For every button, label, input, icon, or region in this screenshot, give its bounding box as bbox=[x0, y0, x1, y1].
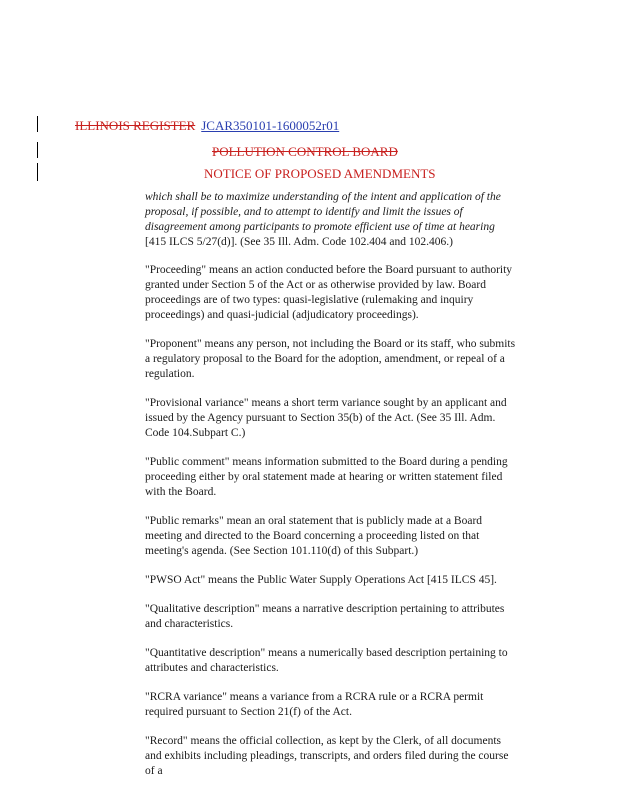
definition-rcra-variance: "RCRA variance" means a variance from a RCRA rule or a RCRA permit required pursuant to Section 21(f) of the Act. bbox=[145, 691, 484, 718]
board-header: POLLUTION CONTROL BOARD bbox=[212, 144, 398, 159]
change-bar bbox=[37, 163, 38, 181]
intro-italic-text: which shall be to maximize understanding of the intent and application of the proposal, if possible, and to attempt to identify and limit the issues of disagreement among participants to promote efficient use of time at hearing bbox=[145, 191, 501, 233]
change-bar bbox=[37, 116, 38, 132]
definition-qualitative: "Qualitative description" means a narrative description pertaining to attributes and characteristics. bbox=[145, 603, 505, 630]
register-header bbox=[75, 118, 339, 134]
intro-paragraph bbox=[145, 190, 517, 250]
definition-pwso-act: "PWSO Act" means the Public Water Supply Operations Act [415 ILCS 45]. bbox=[145, 574, 497, 586]
notice-title: NOTICE OF PROPOSED AMENDMENTS bbox=[204, 166, 436, 181]
change-bar bbox=[37, 142, 38, 158]
document-body bbox=[145, 190, 517, 793]
definition-record: "Record" means the official collection, as kept by the Clerk, of all documents and exhibits including pleadings, transcripts, and orders filed during the course of a bbox=[145, 735, 509, 777]
intro-citation-text: [415 ILCS 5/27(d)]. (See 35 Ill. Adm. Code 102.404 and 102.406.) bbox=[145, 236, 453, 248]
definition-public-remarks: "Public remarks" mean an oral statement that is publicly made at a Board meeting and directed to the Board concerning a proceeding listed on that meeting's agenda. (See Section 101.110(d) of this Subpart.) bbox=[145, 515, 483, 557]
definition-proceeding: "Proceeding" means an action conducted before the Board pursuant to authority granted under Section 5 of the Act or as otherwise provided by law. Board proceedings are of two types: quasi-legislative (rulemaking and inquiry proceedings) and quasi-judicial (adjudicatory proceedings). bbox=[145, 264, 513, 321]
register-struck-text: ILLINOIS REGISTER bbox=[75, 118, 196, 133]
definition-public-comment: "Public comment" means information submitted to the Board during a pending proceeding either by oral statement made at hearing or written statement filed with the Board. bbox=[145, 456, 508, 498]
register-inserted-text: JCAR350101-1600052r01 bbox=[201, 118, 340, 133]
definition-provisional-variance: "Provisional variance" means a short term variance sought by an applicant and issued by the Agency pursuant to Section 35(b) of the Act. (See 35 Ill. Adm. Code 104.Subpart C.) bbox=[145, 397, 507, 439]
definition-proponent: "Proponent" means any person, not including the Board or its staff, who submits a regulatory proposal to the Board for the adoption, amendment, or repeal of a regulation. bbox=[145, 338, 516, 380]
definition-quantitative: "Quantitative description" means a numerically based description pertaining to attributes and characteristics. bbox=[145, 647, 508, 674]
